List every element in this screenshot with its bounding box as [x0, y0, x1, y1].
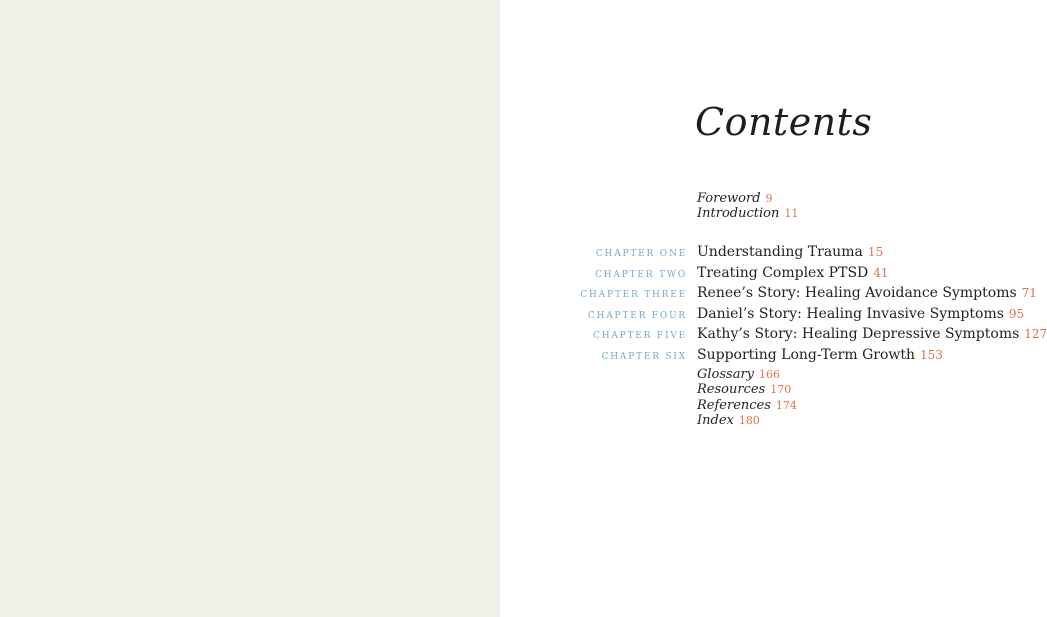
chapter-row	[460, 325, 1047, 346]
front-matter-page-number: 11	[784, 207, 799, 221]
chapter-label: CHAPTER FOUR	[587, 310, 687, 321]
chapter-title	[697, 325, 1047, 344]
chapter-page-number: 95	[1008, 306, 1025, 321]
back-matter-page-number: 170	[770, 383, 792, 397]
chapter-title	[697, 346, 980, 365]
front-matter-item	[697, 191, 798, 206]
chapter-title	[697, 243, 980, 262]
back-matter-label: Resources	[697, 382, 766, 398]
chapter-title-text: Supporting Long-Term Growth	[697, 346, 916, 363]
chapter-page-number: 127	[1024, 327, 1047, 342]
back-matter-page-number: 174	[775, 398, 797, 412]
front-matter-label: Foreword	[697, 191, 761, 206]
back-matter-item	[697, 382, 797, 397]
back-matter-label: Index	[697, 412, 734, 428]
chapter-label: CHAPTER FIVE	[593, 331, 687, 342]
back-matter-label: Glossary	[697, 367, 755, 382]
back-matter-label: References	[697, 397, 771, 413]
chapter-label: CHAPTER THREE	[580, 290, 687, 301]
page-title: Contents	[695, 100, 873, 144]
chapter-title-text: Kathy’s Story: Healing Depressive Symptoms	[697, 326, 1020, 343]
back-matter-item	[697, 367, 797, 382]
chapter-page-number: 15	[867, 245, 884, 259]
chapter-row	[460, 305, 1025, 326]
back-matter-list	[697, 367, 797, 428]
chapter-row	[460, 284, 1037, 305]
left-page	[0, 0, 500, 617]
chapter-title	[697, 284, 1037, 303]
front-matter-page-number: 9	[765, 192, 773, 205]
back-matter-page-number: 180	[738, 413, 760, 427]
chapter-title-text: Renee’s Story: Healing Avoidance Symptoms	[697, 285, 1017, 302]
front-matter-item	[697, 206, 798, 221]
chapter-list	[460, 243, 1047, 367]
chapter-page-number: 71	[1021, 286, 1037, 301]
chapter-title	[697, 264, 980, 283]
chapter-row	[460, 243, 980, 264]
chapter-page-number: 41	[873, 265, 889, 280]
chapter-title-text: Daniel’s Story: Healing Invasive Symptoms	[697, 305, 1004, 322]
front-matter-list	[697, 191, 798, 222]
back-matter-item	[697, 413, 797, 428]
chapter-label: CHAPTER TWO	[595, 269, 687, 280]
chapter-page-number: 153	[920, 347, 943, 362]
chapter-title-text: Treating Complex PTSD	[697, 264, 869, 281]
back-matter-page-number: 166	[759, 368, 781, 381]
back-matter-item	[697, 398, 797, 413]
chapter-row	[460, 264, 980, 285]
chapter-title	[697, 305, 1024, 324]
chapter-row	[460, 346, 980, 367]
chapter-label: CHAPTER SIX	[601, 351, 687, 362]
chapter-title-text: Understanding Trauma	[697, 244, 863, 260]
chapter-label: CHAPTER ONE	[595, 249, 687, 259]
front-matter-label: Introduction	[697, 206, 780, 222]
